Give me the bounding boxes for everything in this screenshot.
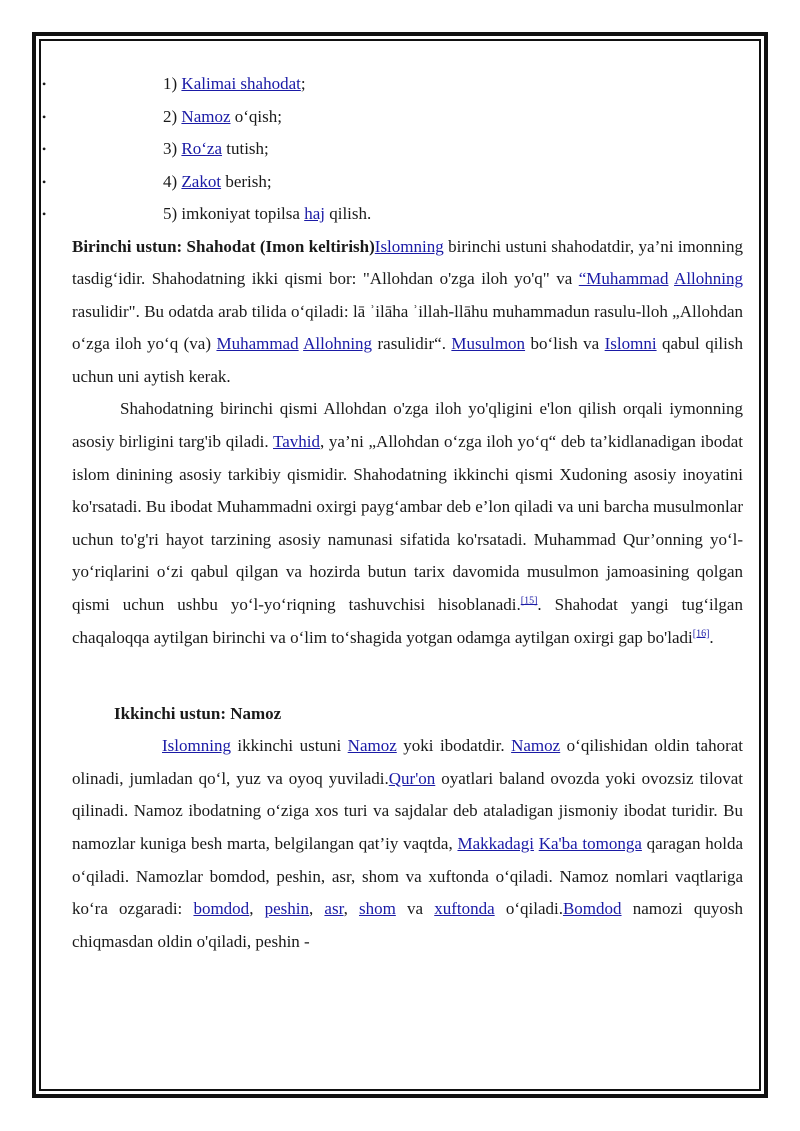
link-zakot[interactable]: Zakot <box>181 171 222 191</box>
paragraph-text: , <box>343 899 359 919</box>
link-namoz[interactable]: Namoz <box>511 736 561 756</box>
list-text: tutish; <box>222 139 269 158</box>
list-text: imkoniyat topilsa <box>177 204 305 223</box>
link-haj[interactable]: haj <box>304 204 325 223</box>
paragraph-text: oyatlari baland ovozda yoki ovozsiz tilovat qilinadi. Namoz ibodatning o‘ziga xos turi va sajdalar deb ataladigan jismoniy ibodat turidir. Bu namozlar kuniga besh marta, belgilangan qat’iy vaqtda, <box>72 768 744 853</box>
list-item <box>42 68 743 101</box>
list-item <box>42 101 743 134</box>
link-shom[interactable]: shom <box>359 899 396 919</box>
list-text: o‘qish; <box>230 106 282 126</box>
paragraph-shahodat-details <box>72 393 743 654</box>
footnote-ref-15[interactable]: [15] <box>520 595 538 607</box>
paragraph-text: qabul qilish uchun uni aytish kerak. <box>72 334 743 386</box>
list-item <box>42 166 743 199</box>
section-heading-shahodat: Birinchi ustun: Shahodat (Imon keltirish) <box>72 236 375 256</box>
paragraph-text: bo‘lish va <box>525 334 605 354</box>
link-kaba-tomonga[interactable]: Ka'ba tomonga <box>538 834 642 853</box>
paragraph-text: qaragan holda o‘qiladi. Namozlar bomdod, peshin, asr, shom va xuftonda o‘qiladi. Namoz nomlari vaqtlariga ko‘ra ozgaradi: <box>72 834 743 919</box>
footnote-ref-16[interactable]: [16] <box>692 627 710 639</box>
bullet-icon: • <box>42 109 47 124</box>
link-muhammad[interactable]: Muhammad <box>216 334 299 354</box>
paragraph-text: . Shahodat yangi tug‘ilgan chaqaloqqa aytilgan birinchi va o‘lim to‘shagida yotgan odamga aytilgan oxirgi gap bo'ladi <box>72 595 743 647</box>
link-allohning[interactable]: Allohning <box>303 334 373 354</box>
bullet-icon: • <box>42 207 47 221</box>
pillars-list <box>42 68 743 231</box>
paragraph-text: namozi quyosh chiqmasdan oldin o'qiladi, peshin - <box>72 899 744 951</box>
link-bomdod[interactable]: Bomdod <box>562 899 622 919</box>
link-asr[interactable]: asr <box>324 899 344 919</box>
paragraph-text: va <box>395 899 435 919</box>
list-number: 4) <box>163 171 178 191</box>
link-quron[interactable]: Qur'on <box>388 768 436 788</box>
section-heading-namoz: Ikkinchi ustun: Namoz <box>114 704 282 724</box>
paragraph-text: o‘qilishidan oldin tahorat olinadi, jumladan qo‘l, yuz va oyoq yuviladi. <box>72 736 743 788</box>
paragraph-namoz <box>72 730 743 958</box>
bullet-icon: • <box>42 142 47 156</box>
list-text: berish; <box>221 171 272 191</box>
list-number: 5) <box>163 204 178 223</box>
paragraph-shahodat <box>72 231 743 394</box>
link-islomni[interactable]: Islomni <box>604 334 657 354</box>
link-tavhid[interactable]: Tavhid <box>273 432 320 452</box>
paragraph-text: ikkinchi ustuni <box>230 736 348 756</box>
paragraph-text: Shahodatning birinchi qismi Allohdan o'zga iloh yo'qligini e'lon qilish orqali iymonning asosiy birligini targ'ib qiladi. <box>72 399 743 452</box>
link-allohning[interactable]: Allohning <box>674 269 743 289</box>
paragraph-text: yoki ibodatdir. <box>396 736 512 756</box>
link-namoz[interactable]: Namoz <box>347 736 397 756</box>
list-item <box>42 198 743 231</box>
link-roza[interactable]: Ro‘za <box>181 139 223 158</box>
paragraph-text: , ya’ni „Allohdan o‘zga iloh yo‘q“ deb ta’kidlanadigan ibodat islom dinining asosiy tarkibiy qismidir. Shahodatning ikkinchi qismi Xudoning asosiy inoyatini ko'rsatadi. Bu ibodat Muhammadni oxirgi payg‘ambar deb e’lon qiladi va uni barcha musulmonlar uchun to'g'ri hayot tarzining asosiy namunasi sifatida ko'rsatadi. Muhammad Qur’onning yo‘l-yo‘riqlarini o‘zi qabul qilgan va hozirda butun tarix davomida musulmon jamoasining qolgan qismi uchun ushbu yo‘l-yo‘riqning tashuvchisi hisoblanadi. <box>72 432 743 615</box>
list-number: 1) <box>163 74 178 93</box>
paragraph-text: , <box>249 899 265 919</box>
list-item <box>42 133 743 166</box>
paragraph-text: . <box>709 627 714 647</box>
link-kalimai-shahodat[interactable]: Kalimai shahodat <box>181 74 301 93</box>
list-number: 3) <box>163 139 178 158</box>
link-makkadagi[interactable]: Makkadagi <box>457 834 534 853</box>
link-peshin[interactable]: peshin <box>264 899 309 919</box>
link-xuftonda[interactable]: xuftonda <box>434 899 495 919</box>
link-islomning[interactable]: Islomning <box>374 236 444 256</box>
link-musulmon[interactable]: Musulmon <box>451 334 526 354</box>
paragraph-text: birinchi ustuni shahodatdir, ya’ni imonning tasdig‘idir. Shahodatning ikki qismi bor: "Allohdan o'zga iloh yo'q" va <box>72 236 744 289</box>
document-body <box>42 68 744 958</box>
paragraph-text: rasulidir". Bu odatda arab tilida o‘qiladi: lā ʾilāha ʾillah-llāhu muhammadun rasulu-lloh „Allohdan o‘zga iloh yo‘q (va) <box>72 301 743 354</box>
paragraph-text: rasulidir“. <box>372 334 452 354</box>
bullet-icon: • <box>42 77 47 91</box>
list-text: ; <box>300 74 306 93</box>
list-number: 2) <box>163 106 178 126</box>
link-bomdod[interactable]: bomdod <box>193 899 250 919</box>
paragraph-text: o‘qiladi. <box>494 899 563 919</box>
link-muhammad[interactable]: “Muhammad <box>578 269 669 289</box>
bullet-icon: • <box>42 174 47 189</box>
link-namoz[interactable]: Namoz <box>181 106 231 126</box>
list-text: qilish. <box>324 204 372 223</box>
link-islomning[interactable]: Islomning <box>162 736 231 756</box>
paragraph-text: , <box>309 899 325 919</box>
